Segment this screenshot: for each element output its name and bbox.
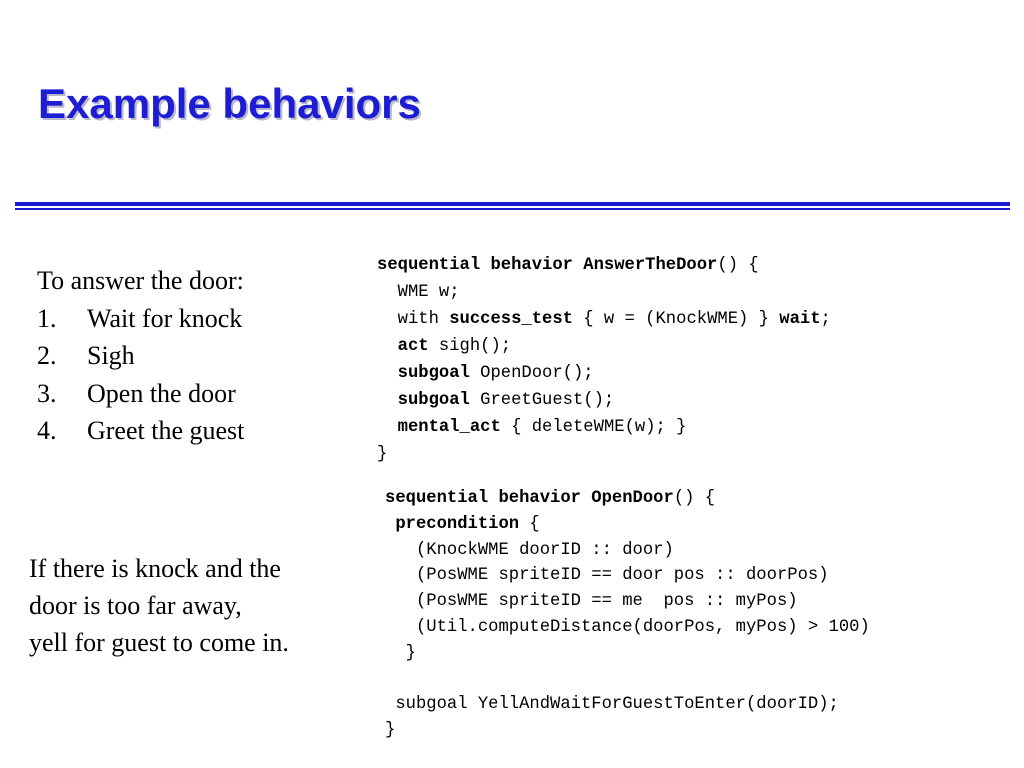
code-keyword: success_test — [449, 310, 573, 329]
code-line: (PosWME spriteID == me pos :: myPos) — [385, 592, 798, 612]
code-text: () { — [717, 256, 759, 275]
step-number: 2. — [37, 341, 57, 370]
step-text: Wait for knock — [87, 303, 243, 333]
code-indent — [377, 391, 398, 410]
code-line — [377, 387, 831, 414]
code-line — [377, 252, 831, 279]
code-block-open-door — [385, 486, 870, 744]
code-line: (KnockWME doorID :: door) — [385, 540, 674, 560]
code-keyword: subgoal — [397, 364, 470, 383]
code-keyword: precondition — [395, 514, 520, 534]
code-line: } — [385, 721, 396, 741]
code-indent — [385, 515, 395, 534]
code-line: } — [385, 643, 416, 663]
code-indent — [377, 364, 398, 383]
code-keyword: sequential behavior AnswerTheDoor — [377, 256, 718, 275]
step-number: 1. — [37, 303, 57, 333]
note-line: If there is knock and the — [29, 554, 281, 583]
note-line: yell for guest to come in. — [29, 628, 289, 657]
code-line-blank — [385, 667, 870, 693]
code-keyword: mental_act — [397, 418, 501, 437]
title-divider-thin — [15, 208, 1010, 210]
code-line — [385, 512, 870, 538]
title-divider-thick — [15, 202, 1010, 206]
code-line — [385, 486, 870, 512]
code-keyword: sequential behavior OpenDoor — [385, 489, 674, 508]
step-item — [37, 375, 244, 413]
code-line: (Util.computeDistance(doorPos, myPos) > 100) — [385, 617, 870, 637]
code-text: GreetGuest(); — [469, 391, 615, 410]
step-text: Greet the guest — [87, 416, 245, 445]
code-line — [377, 414, 831, 441]
code-text: { — [519, 514, 540, 534]
code-text: () { — [673, 489, 716, 508]
code-block-answer-the-door — [377, 252, 831, 468]
slide-title: Example behaviors — [38, 80, 421, 127]
code-text: ; — [820, 310, 831, 329]
code-line: WME w; — [377, 283, 460, 302]
step-item — [37, 412, 244, 450]
step-number: 3. — [37, 378, 57, 408]
code-text: { deleteWME(w); } — [500, 418, 687, 437]
step-item — [37, 300, 244, 338]
code-text: sigh(); — [428, 337, 512, 356]
code-keyword: subgoal — [397, 391, 470, 410]
code-line — [377, 360, 831, 387]
note-line: door is too far away, — [29, 591, 242, 620]
code-text: OpenDoor(); — [469, 364, 594, 383]
code-indent — [377, 337, 398, 356]
steps-intro: To answer the door: — [37, 266, 244, 295]
code-indent — [377, 418, 398, 437]
code-line — [377, 306, 831, 333]
code-line: } — [377, 445, 388, 464]
code-line — [377, 333, 831, 360]
step-number: 4. — [37, 416, 57, 445]
code-text: with — [377, 310, 450, 329]
code-keyword: wait — [779, 310, 821, 329]
step-item — [37, 337, 244, 375]
steps-list — [37, 262, 244, 450]
code-text: { w = (KnockWME) } — [572, 310, 780, 329]
note-text — [29, 550, 289, 661]
code-line: subgoal YellAndWaitForGuestToEnter(doorID); — [385, 695, 839, 715]
step-text: Sigh — [87, 341, 135, 370]
code-keyword: act — [397, 337, 429, 356]
code-line: (PosWME spriteID == door pos :: doorPos) — [385, 566, 829, 586]
step-text: Open the door — [87, 378, 236, 408]
